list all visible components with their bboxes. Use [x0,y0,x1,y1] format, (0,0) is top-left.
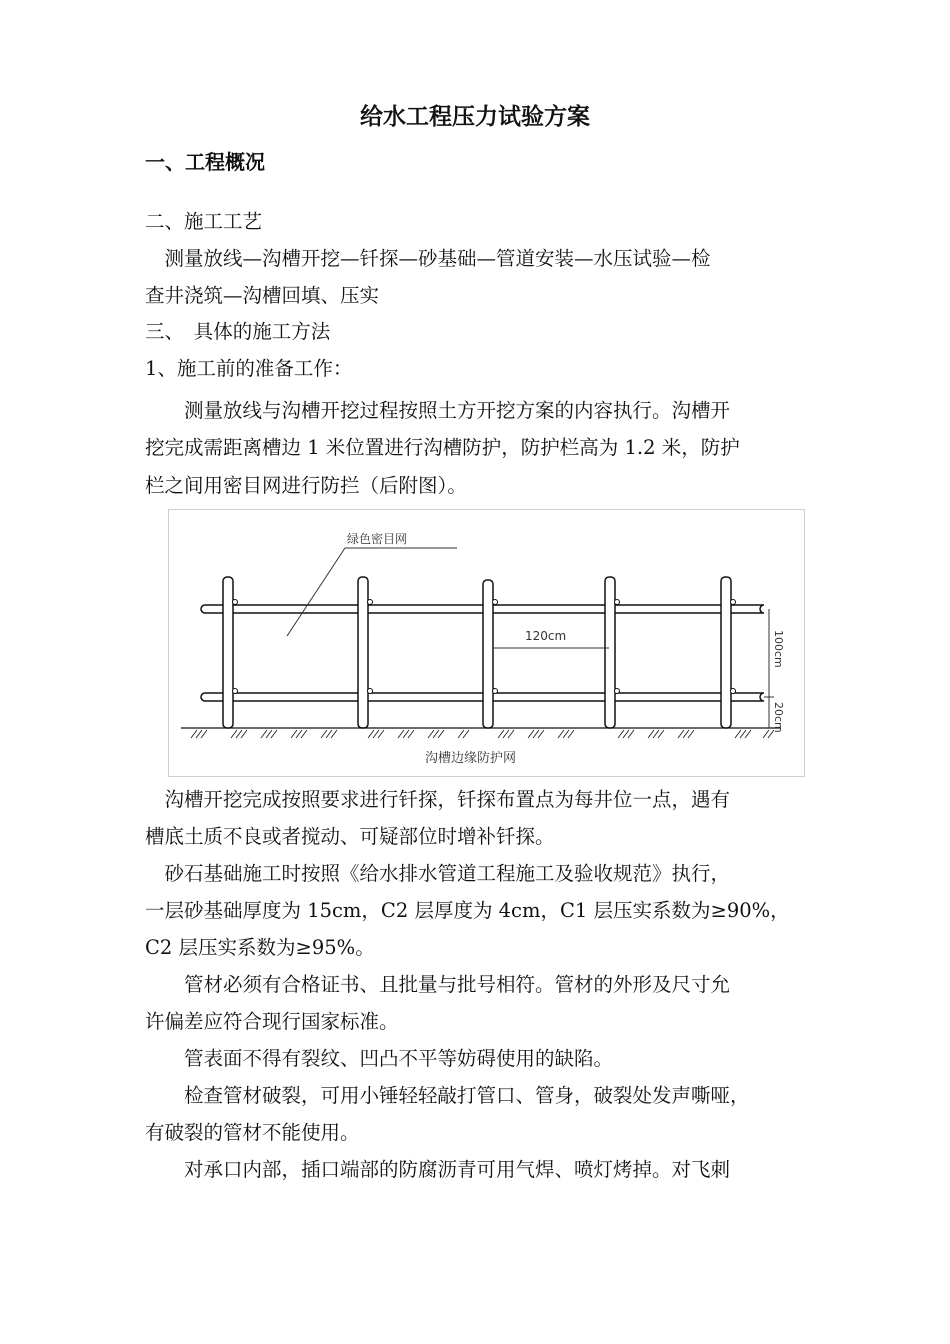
paragraph-line: 沟槽开挖完成按照要求进行钎探，钎探布置点为每井位一点，遇有 [145,788,731,811]
section-heading-methods: 三、 具体的施工方法 [145,320,331,343]
height-label-lower: 20cm [772,702,785,733]
paragraph-line: 检查管材破裂，可用小锤轻轻敲打管口、管身，破裂处发声嘶哑， [145,1084,750,1107]
ground-hatching [191,730,774,738]
figure-caption: 沟槽边缘防护网 [425,751,517,766]
paragraph-line: 栏之间用密目网进行防拦（后附图）。 [145,474,467,497]
fence-post [483,580,493,728]
paragraph-line: 测量放线与沟槽开挖过程按照土方开挖方案的内容执行。沟槽开 [145,399,731,422]
paragraph-line: 槽底土质不良或者搅动、可疑部位时增补钎探。 [145,825,555,848]
net-label-leader [287,548,345,636]
paragraph-line: 许偏差应符合现行国家标准。 [145,1010,399,1033]
document-title: 给水工程压力试验方案 [360,104,590,130]
section-heading-process: 二、施工工艺 [145,210,263,233]
paragraph-line: 查井浇筑—沟槽回填、压实 [145,284,380,307]
net-label: 绿色密目网 [347,532,408,546]
paragraph-line: 测量放线—沟槽开挖—钎探—砂基础—管道安装—水压试验—检 [145,247,711,270]
fence-post [721,577,731,728]
paragraph-line: 一层砂基础厚度为 15cm，C2 层厚度为 4cm，C1 层压实系数为≥90%， [145,899,790,922]
paragraph-line: 管表面不得有裂纹、凹凸不平等妨碍使用的缺陷。 [145,1047,614,1070]
paragraph-line: 管材必须有合格证书、且批量与批号相符。管材的外形及尺寸允 [145,973,731,996]
fence-post [358,577,368,728]
fence-post [223,577,233,728]
fence-posts [223,577,731,728]
span-label: 120cm [525,629,567,643]
fence-post [605,577,615,728]
height-label-upper: 100cm [772,630,785,668]
trench-fence-figure [168,509,805,777]
paragraph-line: 挖完成需距离槽边 1 米位置进行沟槽防护，防护栏高为 1.2 米，防护 [145,436,740,459]
subsection-heading-preparation: 1、施工前的准备工作： [145,357,353,380]
paragraph-line: 对承口内部，插口端部的防腐沥青可用气焊、喷灯烤掉。对飞刺 [145,1158,731,1181]
paragraph-line: 有破裂的管材不能使用。 [145,1121,360,1144]
paragraph-line: C2 层压实系数为≥95%。 [145,936,375,959]
section-heading-overview: 一、工程概况 [145,150,265,174]
paragraph-line: 砂石基础施工时按照《给水排水管道工程施工及验收规范》执行， [145,862,731,885]
